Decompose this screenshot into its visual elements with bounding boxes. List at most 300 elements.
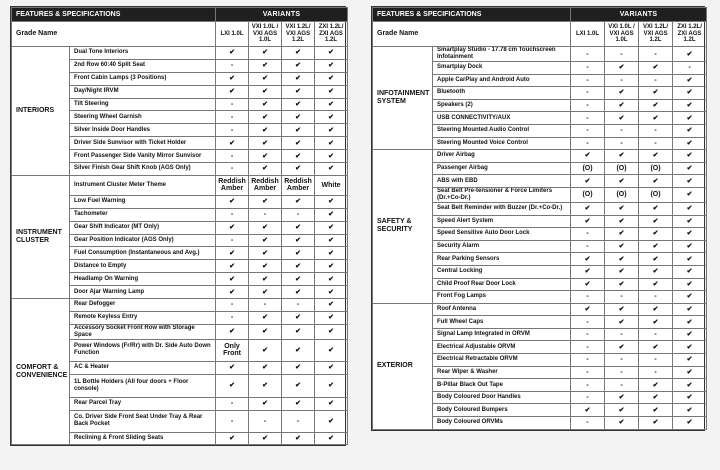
- variant-value-cell: Only Front: [216, 339, 249, 361]
- variant-value-cell: -: [216, 111, 249, 124]
- feature-name: Bluetooth: [433, 87, 571, 100]
- variant-value-cell: ✔: [571, 404, 605, 417]
- variant-value-cell: ✔: [315, 299, 348, 312]
- feature-name: Rear Parcel Tray: [70, 397, 216, 410]
- variant-value-cell: ✔: [282, 286, 315, 299]
- variant-value-cell: ✔: [673, 202, 707, 215]
- feature-name: AC & Heater: [70, 361, 216, 374]
- variant-value-cell: ✔: [673, 379, 707, 392]
- variant-value-cell: -: [216, 150, 249, 163]
- section-label: INSTRUMENT CLUSTER: [12, 175, 70, 298]
- variant-value-cell: ✔: [639, 202, 673, 215]
- variant-value-cell: ✔: [605, 228, 639, 241]
- section-label: INFOTAINMENT SYSTEM: [373, 47, 433, 150]
- variants-header: VARIANTS: [216, 8, 348, 22]
- variant-value-cell: ✔: [249, 124, 282, 137]
- grade-name-label: Grade Name: [373, 22, 571, 47]
- variant-value-cell: ✔: [673, 187, 707, 202]
- variant-value-cell: ✔: [673, 87, 707, 100]
- variant-value-cell: ✔: [315, 286, 348, 299]
- variant-value-cell: ✔: [673, 47, 707, 62]
- variant-value-cell: ✔: [282, 311, 315, 324]
- feature-name: Silver Finish Gear Shift Knob (AGS Only): [70, 163, 216, 176]
- feature-name: Door Ajar Warning Lamp: [70, 286, 216, 299]
- variant-value-cell: ✔: [605, 240, 639, 253]
- variant-value-cell: ✔: [216, 47, 249, 60]
- variant-value-cell: -: [605, 328, 639, 341]
- variant-value-cell: -: [282, 208, 315, 221]
- variant-value-cell: ✔: [605, 253, 639, 266]
- variant-value-cell: ✔: [605, 404, 639, 417]
- variant-value-cell: ✔: [249, 85, 282, 98]
- variant-value-cell: ✔: [639, 404, 673, 417]
- variant-value-cell: -: [571, 341, 605, 354]
- variant-value-cell: ✔: [282, 195, 315, 208]
- variant-value-cell: ✔: [605, 316, 639, 329]
- variant-value-cell: ✔: [282, 221, 315, 234]
- feature-name: 2nd Row 60:40 Split Seat: [70, 59, 216, 72]
- variant-value-cell: -: [571, 228, 605, 241]
- variant-value-cell: -: [605, 379, 639, 392]
- variant-value-cell: ✔: [639, 150, 673, 163]
- variant-value-cell: ✔: [249, 137, 282, 150]
- variant-value-cell: ✔: [605, 62, 639, 75]
- variant-value-cell: ✔: [249, 234, 282, 247]
- variant-value-cell: ✔: [673, 162, 707, 175]
- variant-value-cell: -: [639, 47, 673, 62]
- variant-column-header: ZXI 1.2L/ ZXI AGS 1.2L: [673, 22, 707, 47]
- variant-value-cell: ✔: [315, 311, 348, 324]
- variant-value-cell: -: [605, 366, 639, 379]
- variant-value-cell: ✔: [639, 99, 673, 112]
- variant-value-cell: ✔: [216, 137, 249, 150]
- variant-value-cell: ✔: [249, 339, 282, 361]
- feature-name: Apple CarPlay and Android Auto: [433, 74, 571, 87]
- variant-value-cell: -: [216, 124, 249, 137]
- variant-value-cell: ✔: [249, 286, 282, 299]
- variant-value-cell: (O): [639, 162, 673, 175]
- variant-value-cell: ✔: [315, 397, 348, 410]
- variant-value-cell: ✔: [673, 175, 707, 188]
- variant-value-cell: ✔: [315, 374, 348, 397]
- variant-column-header: VXI 1.0L / VXI AGS 1.0L: [605, 22, 639, 47]
- feature-name: Speakers (2): [433, 99, 571, 112]
- variant-value-cell: ✔: [639, 215, 673, 228]
- variant-value-cell: ✔: [282, 47, 315, 60]
- feature-name: Electrical Retractable ORVM: [433, 354, 571, 367]
- variant-value-cell: ✔: [571, 303, 605, 316]
- variant-value-cell: ✔: [571, 175, 605, 188]
- variant-value-cell: ✔: [639, 228, 673, 241]
- variant-column-header: ZXI 1.2L/ ZXI AGS 1.2L: [315, 22, 348, 47]
- variant-value-cell: -: [216, 208, 249, 221]
- feature-name: Co. Driver Side Front Seat Under Tray & Rear Back Pocket: [70, 410, 216, 432]
- variant-column-header: VXI 1.2L/ VXI AGS 1.2L: [639, 22, 673, 47]
- variant-value-cell: -: [571, 240, 605, 253]
- variant-value-cell: ✔: [249, 150, 282, 163]
- feature-name: Rear Wiper & Washer: [433, 366, 571, 379]
- variant-value-cell: ✔: [315, 72, 348, 85]
- variant-value-cell: ✔: [282, 59, 315, 72]
- feature-name: Smartplay Dock: [433, 62, 571, 75]
- variant-value-cell: ✔: [282, 260, 315, 273]
- feature-name: Reclining & Front Sliding Seats: [70, 432, 216, 445]
- feature-name: Accessory Socket Front Row with Storage Space: [70, 324, 216, 339]
- variant-value-cell: ✔: [282, 124, 315, 137]
- variant-value-cell: ✔: [216, 195, 249, 208]
- feature-name: 1L Bottle Holders (All four doors + Floor console): [70, 374, 216, 397]
- variant-value-cell: ✔: [216, 221, 249, 234]
- variant-value-cell: ✔: [639, 253, 673, 266]
- variant-value-cell: ✔: [673, 391, 707, 404]
- section-label: INTERIORS: [12, 47, 70, 176]
- feature-name: Low Fuel Warning: [70, 195, 216, 208]
- variant-value-cell: -: [571, 62, 605, 75]
- variant-value-cell: ✔: [639, 87, 673, 100]
- variant-value-cell: -: [571, 87, 605, 100]
- variant-value-cell: -: [571, 417, 605, 430]
- feature-name: Tachometer: [70, 208, 216, 221]
- variant-value-cell: ✔: [639, 175, 673, 188]
- variant-value-cell: ✔: [639, 112, 673, 125]
- variant-value-cell: (O): [605, 187, 639, 202]
- variant-value-cell: -: [639, 354, 673, 367]
- variant-value-cell: -: [249, 208, 282, 221]
- variant-value-cell: (O): [571, 187, 605, 202]
- variant-value-cell: ✔: [315, 247, 348, 260]
- feature-name: B-Pillar Black Out Tape: [433, 379, 571, 392]
- variant-value-cell: ✔: [673, 316, 707, 329]
- variant-value-cell: ✔: [216, 260, 249, 273]
- variant-value-cell: ✔: [315, 59, 348, 72]
- table-row: [12, 175, 348, 195]
- variant-value-cell: ✔: [639, 265, 673, 278]
- variant-value-cell: ✔: [249, 324, 282, 339]
- feature-name: Rear Parking Sensors: [433, 253, 571, 266]
- feature-name: Electrical Adjustable ORVM: [433, 341, 571, 354]
- variant-value-cell: -: [216, 311, 249, 324]
- variant-value-cell: ✔: [639, 240, 673, 253]
- variant-value-cell: ✔: [249, 59, 282, 72]
- feature-name: Signal Lamp Integrated in ORVM: [433, 328, 571, 341]
- variant-value-cell: -: [216, 59, 249, 72]
- variant-value-cell: -: [605, 137, 639, 150]
- feature-name: Seat Belt Reminder with Buzzer (Dr.+Co-Dr.): [433, 202, 571, 215]
- variant-value-cell: ✔: [315, 410, 348, 432]
- feature-name: Smartplay Studio - 17.78 cm Touchscreen Infotainment: [433, 47, 571, 62]
- table-row: [373, 47, 707, 62]
- variant-value-cell: -: [571, 354, 605, 367]
- variant-value-cell: -: [639, 124, 673, 137]
- feature-name: Body Coloured ORVMs: [433, 417, 571, 430]
- spec-table-right: [371, 6, 705, 431]
- variant-value-cell: ✔: [315, 150, 348, 163]
- variant-value-cell: ✔: [282, 361, 315, 374]
- variant-value-cell: ✔: [282, 374, 315, 397]
- variant-value-cell: ✔: [315, 98, 348, 111]
- variant-value-cell: ✔: [249, 163, 282, 176]
- feature-name: Day/Night IRVM: [70, 85, 216, 98]
- variant-value-cell: ✔: [249, 98, 282, 111]
- variant-value-cell: ✔: [673, 291, 707, 304]
- variant-value-cell: ✔: [673, 328, 707, 341]
- variant-value-cell: ✔: [249, 247, 282, 260]
- feature-name: Roof Antenna: [433, 303, 571, 316]
- variant-value-cell: ✔: [605, 150, 639, 163]
- variant-value-cell: ✔: [216, 324, 249, 339]
- variant-value-cell: ✔: [282, 111, 315, 124]
- variant-value-cell: -: [639, 328, 673, 341]
- variant-value-cell: ✔: [673, 354, 707, 367]
- feature-name: Fuel Consumption (Instantaneous and Avg.): [70, 247, 216, 260]
- variant-value-cell: ✔: [315, 85, 348, 98]
- variant-value-cell: ✔: [315, 208, 348, 221]
- variant-value-cell: ✔: [315, 339, 348, 361]
- variant-value-cell: -: [639, 137, 673, 150]
- variant-value-cell: ✔: [639, 316, 673, 329]
- variant-value-cell: ✔: [639, 62, 673, 75]
- variant-value-cell: ✔: [639, 278, 673, 291]
- variant-value-cell: ✔: [605, 87, 639, 100]
- feature-name: Driver Side Sunvisor with Ticket Holder: [70, 137, 216, 150]
- variant-value-cell: ✔: [673, 137, 707, 150]
- feature-name: Instrument Cluster Meter Theme: [70, 175, 216, 195]
- variant-value-cell: -: [571, 366, 605, 379]
- spec-table: [372, 7, 707, 430]
- variant-value-cell: ✔: [673, 150, 707, 163]
- variant-value-cell: (O): [639, 187, 673, 202]
- variant-value-cell: ✔: [249, 374, 282, 397]
- feature-name: Tilt Steering: [70, 98, 216, 111]
- variants-header: VARIANTS: [571, 8, 707, 22]
- variant-value-cell: ✔: [571, 150, 605, 163]
- variant-value-cell: -: [639, 291, 673, 304]
- variant-value-cell: ✔: [282, 432, 315, 445]
- table-row: [12, 299, 348, 312]
- variant-value-cell: (O): [571, 162, 605, 175]
- variant-value-cell: ✔: [315, 163, 348, 176]
- variant-value-cell: -: [571, 124, 605, 137]
- variant-value-cell: ✔: [315, 137, 348, 150]
- variant-value-cell: ✔: [216, 361, 249, 374]
- table-row: [373, 303, 707, 316]
- variant-value-cell: ✔: [282, 163, 315, 176]
- feature-name: Rear Defogger: [70, 299, 216, 312]
- variant-value-cell: ✔: [639, 341, 673, 354]
- feature-name: Distance to Empty: [70, 260, 216, 273]
- feature-name: Power Windows (Fr/Rr) with Dr. Side Auto Down Function: [70, 339, 216, 361]
- variant-value-cell: ✔: [571, 253, 605, 266]
- feature-name: Front Cabin Lamps (3 Positions): [70, 72, 216, 85]
- variant-value-cell: ✔: [639, 391, 673, 404]
- variant-value-cell: -: [282, 299, 315, 312]
- variant-value-cell: -: [216, 163, 249, 176]
- variant-value-cell: -: [571, 391, 605, 404]
- variant-value-cell: ✔: [216, 85, 249, 98]
- variant-value-cell: ✔: [282, 397, 315, 410]
- feature-name: Speed Alert System: [433, 215, 571, 228]
- variant-value-cell: ✔: [639, 303, 673, 316]
- grade-name-label: Grade Name: [12, 22, 216, 47]
- variant-value-cell: ✔: [216, 286, 249, 299]
- variant-value-cell: ✔: [315, 273, 348, 286]
- variant-value-cell: -: [216, 397, 249, 410]
- feature-name: ABS with EBD: [433, 175, 571, 188]
- variant-value-cell: ✔: [605, 112, 639, 125]
- variant-value-cell: ✔: [282, 247, 315, 260]
- variant-value-cell: -: [216, 410, 249, 432]
- variant-value-cell: ✔: [571, 265, 605, 278]
- variant-value-cell: ✔: [216, 247, 249, 260]
- variant-value-cell: ✔: [639, 379, 673, 392]
- variant-value-cell: -: [639, 366, 673, 379]
- variant-value-cell: -: [605, 354, 639, 367]
- feature-name: Speed Sensitive Auto Door Lock: [433, 228, 571, 241]
- variant-value-cell: ✔: [673, 99, 707, 112]
- variant-value-cell: ✔: [282, 339, 315, 361]
- feature-name: Gear Shift Indicator (MT Only): [70, 221, 216, 234]
- variant-value-cell: White: [315, 175, 348, 195]
- variant-value-cell: ✔: [315, 124, 348, 137]
- variant-value-cell: ✔: [315, 195, 348, 208]
- feature-name: USB CONNECTIVITY/AUX: [433, 112, 571, 125]
- feature-name: Remote Keyless Entry: [70, 311, 216, 324]
- feature-name: Steering Mounted Voice Control: [433, 137, 571, 150]
- features-header: FEATURES & SPECIFICATIONS: [373, 8, 571, 22]
- variant-value-cell: ✔: [673, 112, 707, 125]
- variant-value-cell: ✔: [216, 374, 249, 397]
- variant-value-cell: ✔: [673, 366, 707, 379]
- feature-name: Headlamp On Warning: [70, 273, 216, 286]
- variant-value-cell: ✔: [249, 195, 282, 208]
- variant-value-cell: Reddish Amber: [249, 175, 282, 195]
- variant-value-cell: ✔: [249, 221, 282, 234]
- variant-value-cell: ✔: [605, 303, 639, 316]
- feature-name: Security Alarm: [433, 240, 571, 253]
- feature-name: Gear Position Indicator (AGS Only): [70, 234, 216, 247]
- variant-value-cell: -: [605, 124, 639, 137]
- variant-value-cell: ✔: [571, 202, 605, 215]
- variant-value-cell: -: [571, 99, 605, 112]
- variant-value-cell: ✔: [249, 72, 282, 85]
- variant-value-cell: ✔: [605, 99, 639, 112]
- variant-value-cell: ✔: [605, 278, 639, 291]
- feature-name: Steering Wheel Garnish: [70, 111, 216, 124]
- variant-value-cell: ✔: [315, 111, 348, 124]
- variant-value-cell: -: [216, 234, 249, 247]
- variant-value-cell: Reddish Amber: [216, 175, 249, 195]
- variant-value-cell: ✔: [605, 341, 639, 354]
- variant-value-cell: ✔: [249, 47, 282, 60]
- variant-value-cell: ✔: [282, 98, 315, 111]
- section-label: SAFETY & SECURITY: [373, 150, 433, 304]
- variant-value-cell: ✔: [315, 234, 348, 247]
- variant-value-cell: ✔: [673, 404, 707, 417]
- variant-value-cell: ✔: [673, 278, 707, 291]
- feature-name: Seat Belt Pre-tensioner & Force Limiters (Dr.+Co-Dr.): [433, 187, 571, 202]
- feature-name: Body Coloured Door Handles: [433, 391, 571, 404]
- variant-value-cell: ✔: [315, 221, 348, 234]
- feature-name: Steering Mounted Audio Control: [433, 124, 571, 137]
- variant-value-cell: ✔: [282, 85, 315, 98]
- variant-value-cell: -: [639, 74, 673, 87]
- variant-value-cell: -: [216, 98, 249, 111]
- variant-value-cell: ✔: [673, 417, 707, 430]
- section-label: COMFORT & CONVENIENCE: [12, 299, 70, 445]
- variant-value-cell: ✔: [282, 72, 315, 85]
- variant-value-cell: ✔: [315, 324, 348, 339]
- variant-value-cell: -: [571, 379, 605, 392]
- variant-column-header: LXI 1.0L: [216, 22, 249, 47]
- variant-value-cell: -: [571, 47, 605, 62]
- variant-value-cell: ✔: [673, 74, 707, 87]
- variant-value-cell: ✔: [673, 228, 707, 241]
- variant-value-cell: ✔: [249, 361, 282, 374]
- variant-value-cell: ✔: [249, 260, 282, 273]
- variant-value-cell: -: [571, 137, 605, 150]
- feature-name: Central Locking: [433, 265, 571, 278]
- variant-value-cell: -: [673, 62, 707, 75]
- feature-name: Dual Tone Interiors: [70, 47, 216, 60]
- variant-column-header: LXI 1.0L: [571, 22, 605, 47]
- variant-value-cell: ✔: [315, 432, 348, 445]
- spec-table: [11, 7, 348, 445]
- variant-value-cell: ✔: [605, 202, 639, 215]
- variant-value-cell: ✔: [315, 47, 348, 60]
- feature-name: Front Passenger Side Vanity Mirror Sunvisor: [70, 150, 216, 163]
- variant-value-cell: -: [249, 410, 282, 432]
- feature-name: Full Wheel Caps: [433, 316, 571, 329]
- variant-value-cell: -: [571, 328, 605, 341]
- variant-value-cell: ✔: [282, 324, 315, 339]
- variant-value-cell: ✔: [249, 273, 282, 286]
- feature-name: Silver Inside Door Handles: [70, 124, 216, 137]
- feature-name: Driver Airbag: [433, 150, 571, 163]
- variant-value-cell: -: [605, 47, 639, 62]
- variant-value-cell: ✔: [605, 265, 639, 278]
- variant-value-cell: ✔: [282, 234, 315, 247]
- variant-value-cell: ✔: [315, 361, 348, 374]
- feature-name: Front Fog Lamps: [433, 291, 571, 304]
- feature-name: Body Coloured Bumpers: [433, 404, 571, 417]
- variant-value-cell: ✔: [605, 175, 639, 188]
- variant-value-cell: ✔: [605, 417, 639, 430]
- variant-value-cell: ✔: [282, 273, 315, 286]
- section-label: EXTERIOR: [373, 303, 433, 429]
- variant-value-cell: ✔: [673, 265, 707, 278]
- table-row: [12, 47, 348, 60]
- variant-value-cell: -: [249, 299, 282, 312]
- feature-name: Child Proof Rear Door Lock: [433, 278, 571, 291]
- feature-name: Passenger Airbag: [433, 162, 571, 175]
- variant-value-cell: -: [571, 291, 605, 304]
- spec-table-left: [10, 6, 346, 446]
- variant-value-cell: ✔: [639, 417, 673, 430]
- variant-value-cell: ✔: [605, 215, 639, 228]
- variant-value-cell: -: [216, 299, 249, 312]
- variant-value-cell: ✔: [673, 215, 707, 228]
- variant-value-cell: -: [605, 291, 639, 304]
- variant-value-cell: ✔: [673, 303, 707, 316]
- variant-value-cell: -: [571, 316, 605, 329]
- variant-value-cell: ✔: [673, 124, 707, 137]
- features-header: FEATURES & SPECIFICATIONS: [12, 8, 216, 22]
- variant-value-cell: ✔: [571, 278, 605, 291]
- variant-value-cell: ✔: [282, 137, 315, 150]
- variant-value-cell: ✔: [315, 260, 348, 273]
- variant-value-cell: ✔: [282, 150, 315, 163]
- variant-column-header: VXI 1.2L/ VXI AGS 1.2L: [282, 22, 315, 47]
